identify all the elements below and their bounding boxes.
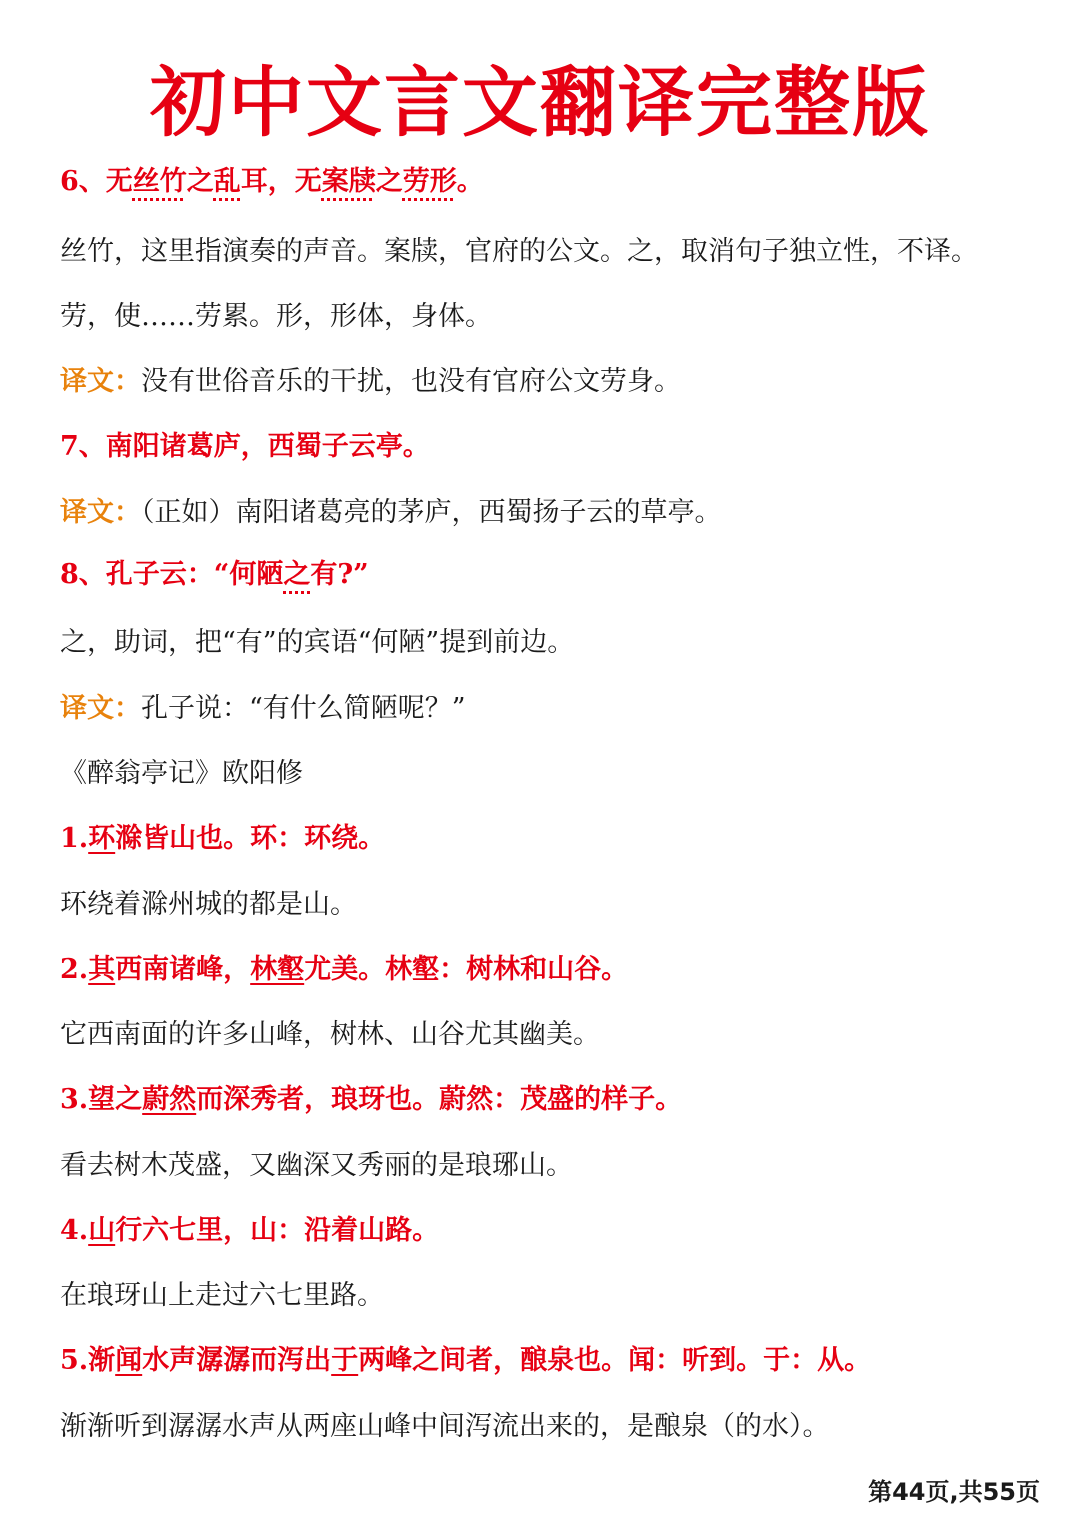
zw2-keyword: 林壑 xyxy=(250,954,305,985)
zw2-heading-text: 西南诸峰， xyxy=(115,954,251,985)
item6-heading-text: 之 xyxy=(186,166,214,197)
zw5-heading-text: 水声潺潺而泻出 xyxy=(142,1345,332,1376)
item6-note-1: 丝竹，这里指演奏的声音。案牍，官府的公文。之，取消句子独立性，不译。 xyxy=(60,236,978,267)
translation-label: 译文： xyxy=(60,497,141,528)
zw4-heading-text: 4. xyxy=(60,1215,89,1246)
item6-heading-text: 之 xyxy=(375,166,403,197)
item8-heading xyxy=(60,555,1040,595)
item6-note-2: 劳，使……劳累。形，形体，身体。 xyxy=(60,301,492,332)
translation-text: 孔子说：“有什么简陋呢？” xyxy=(141,693,466,724)
translation-label: 译文： xyxy=(60,366,141,397)
item6-translation xyxy=(60,362,1040,402)
zw3-keyword: 蔚然 xyxy=(142,1084,197,1115)
item7-translation xyxy=(60,493,1040,533)
zw2-heading-text: 2. xyxy=(60,954,89,985)
zw2-heading xyxy=(60,950,1040,990)
item6-keyword: 乱 xyxy=(213,166,241,197)
item6-keyword: 劳形 xyxy=(402,166,457,197)
zw2-heading-text: 尤美。林壑：树林和山谷。 xyxy=(304,954,629,985)
item6-heading-text: 。 xyxy=(456,166,484,197)
zw4-keyword: 山 xyxy=(88,1215,116,1246)
page-number: 第44页,共55页 xyxy=(868,1478,1040,1506)
zw5-heading-text: 两峰之间者，酿泉也。闻：听到。于：从。 xyxy=(358,1345,872,1376)
zw1-heading-text: 滁皆山也。环：环绕。 xyxy=(115,823,386,854)
zw5-keyword: 闻 xyxy=(115,1345,143,1376)
zw5-heading xyxy=(60,1341,1040,1381)
item6-keyword: 丝竹 xyxy=(132,166,187,197)
item8-translation xyxy=(60,689,1040,729)
zw1-translation: 环绕着滁州城的都是山。 xyxy=(60,889,357,920)
item8-heading-text: 有?” xyxy=(310,559,369,590)
item6-heading-text: 耳，无 xyxy=(240,166,322,197)
zw5-heading-text: 5.渐 xyxy=(60,1345,116,1376)
zw3-heading xyxy=(60,1080,1040,1120)
zw3-translation: 看去树木茂盛，又幽深又秀丽的是琅琊山。 xyxy=(60,1150,573,1181)
zw4-translation: 在琅玡山上走过六七里路。 xyxy=(60,1280,384,1311)
item8-heading-text: 8、孔子云：“何陋 xyxy=(60,559,284,590)
item6-heading xyxy=(60,162,1040,202)
zw5-keyword: 于 xyxy=(331,1345,359,1376)
zw3-heading-text: 而深秀者，琅玡也。蔚然：茂盛的样子。 xyxy=(196,1084,683,1115)
item6-keyword: 案牍 xyxy=(321,166,376,197)
item7-heading: 7、南阳诸葛庐，西蜀子云亭。 xyxy=(60,431,430,462)
zw3-heading-text: 3.望之 xyxy=(60,1084,143,1115)
section-title: 《醉翁亭记》欧阳修 xyxy=(60,758,303,789)
translation-text: （正如）南阳诸葛亮的茅庐，西蜀扬子云的草亭。 xyxy=(141,497,722,528)
document-title: 初中文言文翻译完整版 xyxy=(150,58,930,147)
zw1-heading-text: 1. xyxy=(60,823,89,854)
item6-heading-text: 6、无 xyxy=(60,166,133,197)
zw2-keyword: 其 xyxy=(88,954,116,985)
zw1-heading xyxy=(60,819,1040,859)
zw1-keyword: 环 xyxy=(88,823,116,854)
item8-keyword: 之 xyxy=(283,559,311,590)
translation-label: 译文： xyxy=(60,693,141,724)
zw2-translation: 它西南面的许多山峰，树林、山谷尤其幽美。 xyxy=(60,1019,600,1050)
item8-note: 之，助词，把“有”的宾语“何陋”提到前边。 xyxy=(60,627,575,658)
zw4-heading-text: 行六七里，山：沿着山路。 xyxy=(115,1215,440,1246)
translation-text: 没有世俗音乐的干扰，也没有官府公文劳身。 xyxy=(141,366,681,397)
zw4-heading xyxy=(60,1211,1040,1251)
zw5-translation: 渐渐听到潺潺水声从两座山峰中间泻流出来的，是酿泉（的水）。 xyxy=(60,1411,830,1442)
